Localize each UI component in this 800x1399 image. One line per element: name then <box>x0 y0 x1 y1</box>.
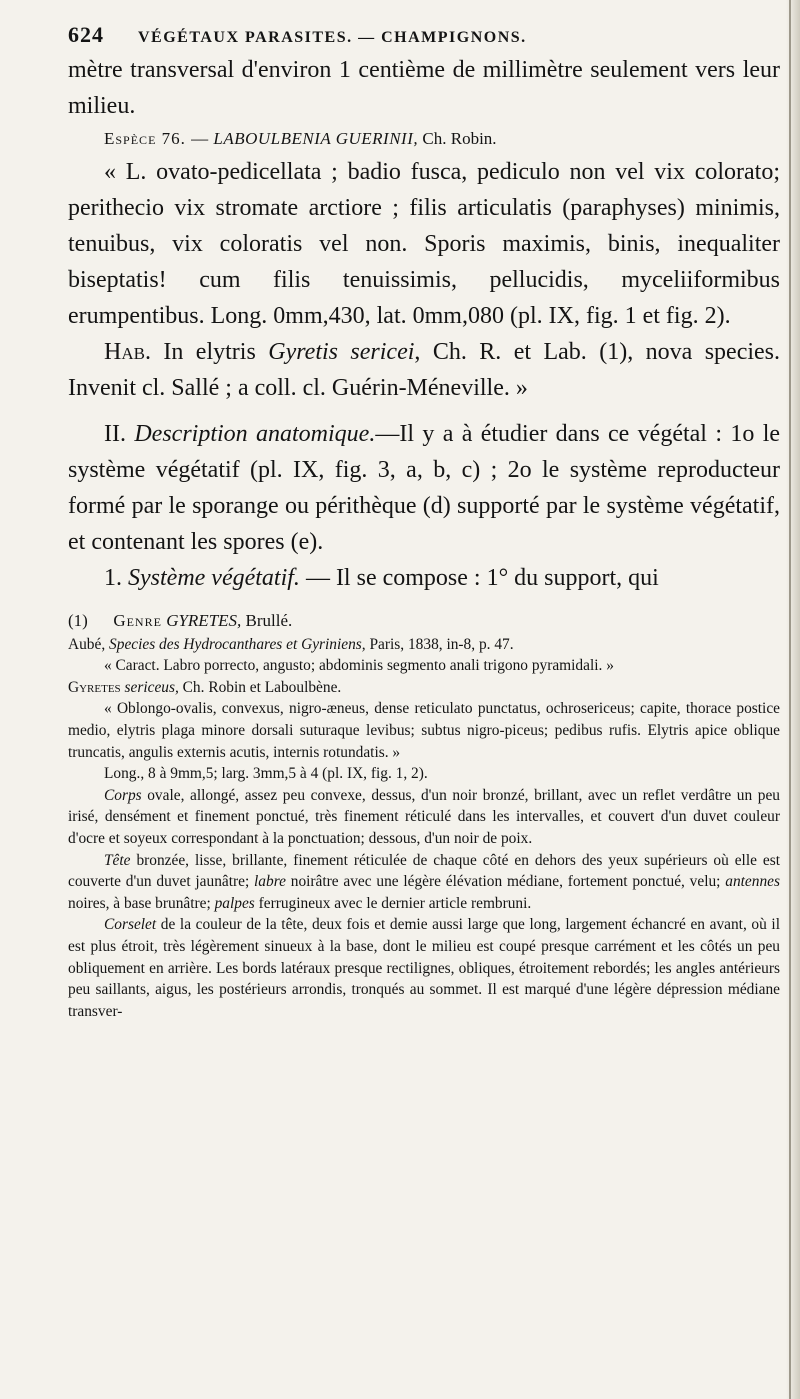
palpes-label: palpes <box>214 894 255 912</box>
species-label: Espèce 76. — <box>104 129 210 148</box>
habitat-label: Hab. <box>104 339 151 365</box>
species-epithet: sericeus, <box>124 678 179 696</box>
footnote-tete <box>68 850 780 915</box>
tete-label: Tête <box>104 851 131 869</box>
section-2-paragraph <box>68 416 780 560</box>
footnote-heading <box>68 610 780 632</box>
reference-title: Species des Hydrocanthares et Gyriniens, <box>109 635 366 653</box>
footnote-marker: (1) <box>68 611 88 630</box>
page-number: 624 <box>68 22 104 47</box>
habitat-paragraph <box>68 334 780 406</box>
running-header <box>68 22 780 52</box>
page-edge-line <box>789 0 791 1399</box>
corps-label: Corps <box>104 786 142 804</box>
section-2-number: II. <box>104 421 126 447</box>
habitat-text-after: , Ch. R. et Lab. (1), nova species. Invenit cl. Sallé ; a coll. cl. Guérin-Méneville. » <box>68 339 781 401</box>
species-name: LABOULBENIA GUERINII, <box>213 129 419 148</box>
habitat-host: Gyretis sericei <box>268 339 415 365</box>
intro-paragraph: mètre transversal d'environ 1 centième de millimètre seulement vers leur milieu. <box>68 57 780 119</box>
tete-text-b: noirâtre avec une légère élévation médiane, fortement ponctué, velu; <box>290 873 721 891</box>
corps-text: ovale, allongé, assez peu convexe, dessus, d'un noir bronzé, brillant, avec un reflet verdâtre un peu irisé, densément et finement ponctué, très finement réticulé dans les intervalles, et couvert d'un duvet couleur d'ocre et soyeux correspondant à la ponctuation; dessous, d'un noir de poix. <box>68 786 780 847</box>
section-2-title: Description anatomique. <box>134 421 376 447</box>
subsection-1-text: — Il se compose : 1° du support, qui <box>305 565 659 591</box>
footnote-measure: Long., 8 à 9mm,5; larg. 3mm,5 à 4 (pl. IX, fig. 1, 2). <box>104 765 428 783</box>
tete-text-a: bronzée, lisse, brillante, finement réticulée de chaque côté en dehors des yeux supérieurs où elle est couverte d'un duvet jaunâtre; <box>68 851 780 891</box>
latin-diagnosis: « L. ovato-pedicellata ; badio fusca, pediculo non vel vix colorato; perithecio vix stromate arctiore ; filis articulatis (paraphyses) minimis, tenuibus, vix coloratis vel non. Sporis maximis, binis, inequaliter biseptatis! cum filis tenuissimis, pellucidis, myceliiformibus erumpentibus. Long. 0mm,430, lat. 0mm,080 (pl. IX, fig. 1 et fig. 2). <box>68 159 780 329</box>
subsection-1-number: 1. <box>104 565 122 591</box>
corselet-label: Corselet <box>104 916 157 934</box>
genre-name: GYRETES, <box>166 611 242 630</box>
species-authors: Ch. Robin et Laboulbène. <box>182 678 342 696</box>
footnote-corps <box>68 785 780 850</box>
reference-author: Aubé, <box>68 635 106 653</box>
genre-label: Genre <box>113 611 162 630</box>
corselet-text: de la couleur de la tête, deux fois et demie aussi large que long, largement échancré en avant, où il est plus étroit, très légèrement sinueux à la base, dont le milieu est coupé presque carrément et les côtés un peu obliquement en arrière. Les bords latéraux presque rectilignes, obliques, étroitement rebordés; les angles antérieurs peu saillants, aigus, les postérieurs arrondis, tronqués au sommet. Il est marqué d'une légère dépression médiane transver- <box>68 916 780 1020</box>
subsection-1-title: Système végétatif. <box>128 565 300 591</box>
labre-label: labre <box>254 873 286 891</box>
page-content <box>68 22 780 1022</box>
footnote <box>68 610 780 1022</box>
habitat-text-before: In elytris <box>150 339 269 365</box>
footnote-caract: « Caract. Labro porrecto, angusto; abdominis segmento anali trigono pyramidali. » <box>104 657 614 675</box>
tete-text-d: ferrugineux avec le dernier article rembruni. <box>258 894 532 912</box>
footnote-corselet <box>68 914 780 1022</box>
antennes-label: antennes <box>725 873 780 891</box>
genre-author: Brullé. <box>245 611 293 630</box>
reference-rest: Paris, 1838, in-8, p. 47. <box>369 635 514 653</box>
section-2-text: —Il y a à étudier dans ce végétal : 1o le système végétatif (pl. IX, fig. 3, a, b, c) ; 2o le système reproducteur formé par le sporange ou périthèque (d) supporté par le système végétatif, et contenant les spores (e). <box>68 421 781 555</box>
footnote-latin: « Oblongo-ovalis, convexus, nigro-æneus, dense reticulato punctatus, ochrosericeus; capite, thorace postice medio, elytris plaga minore dorsali suturaque levibus; subtus nigro-piceus; pedibus rufis. Elytris apice oblique truncatis, angulis externis acutis, internis rotundatis. » <box>68 700 780 761</box>
footnote-species <box>68 677 780 699</box>
footnote-reference <box>68 634 780 656</box>
tete-text-c: noires, à base brunâtre; <box>68 894 211 912</box>
subsection-1-paragraph <box>68 560 780 596</box>
running-title: VÉGÉTAUX PARASITES. — CHAMPIGNONS. <box>138 29 527 46</box>
species-author: Ch. Robin. <box>422 129 497 148</box>
species-genus: Gyretes <box>68 678 121 696</box>
species-heading <box>68 124 780 154</box>
